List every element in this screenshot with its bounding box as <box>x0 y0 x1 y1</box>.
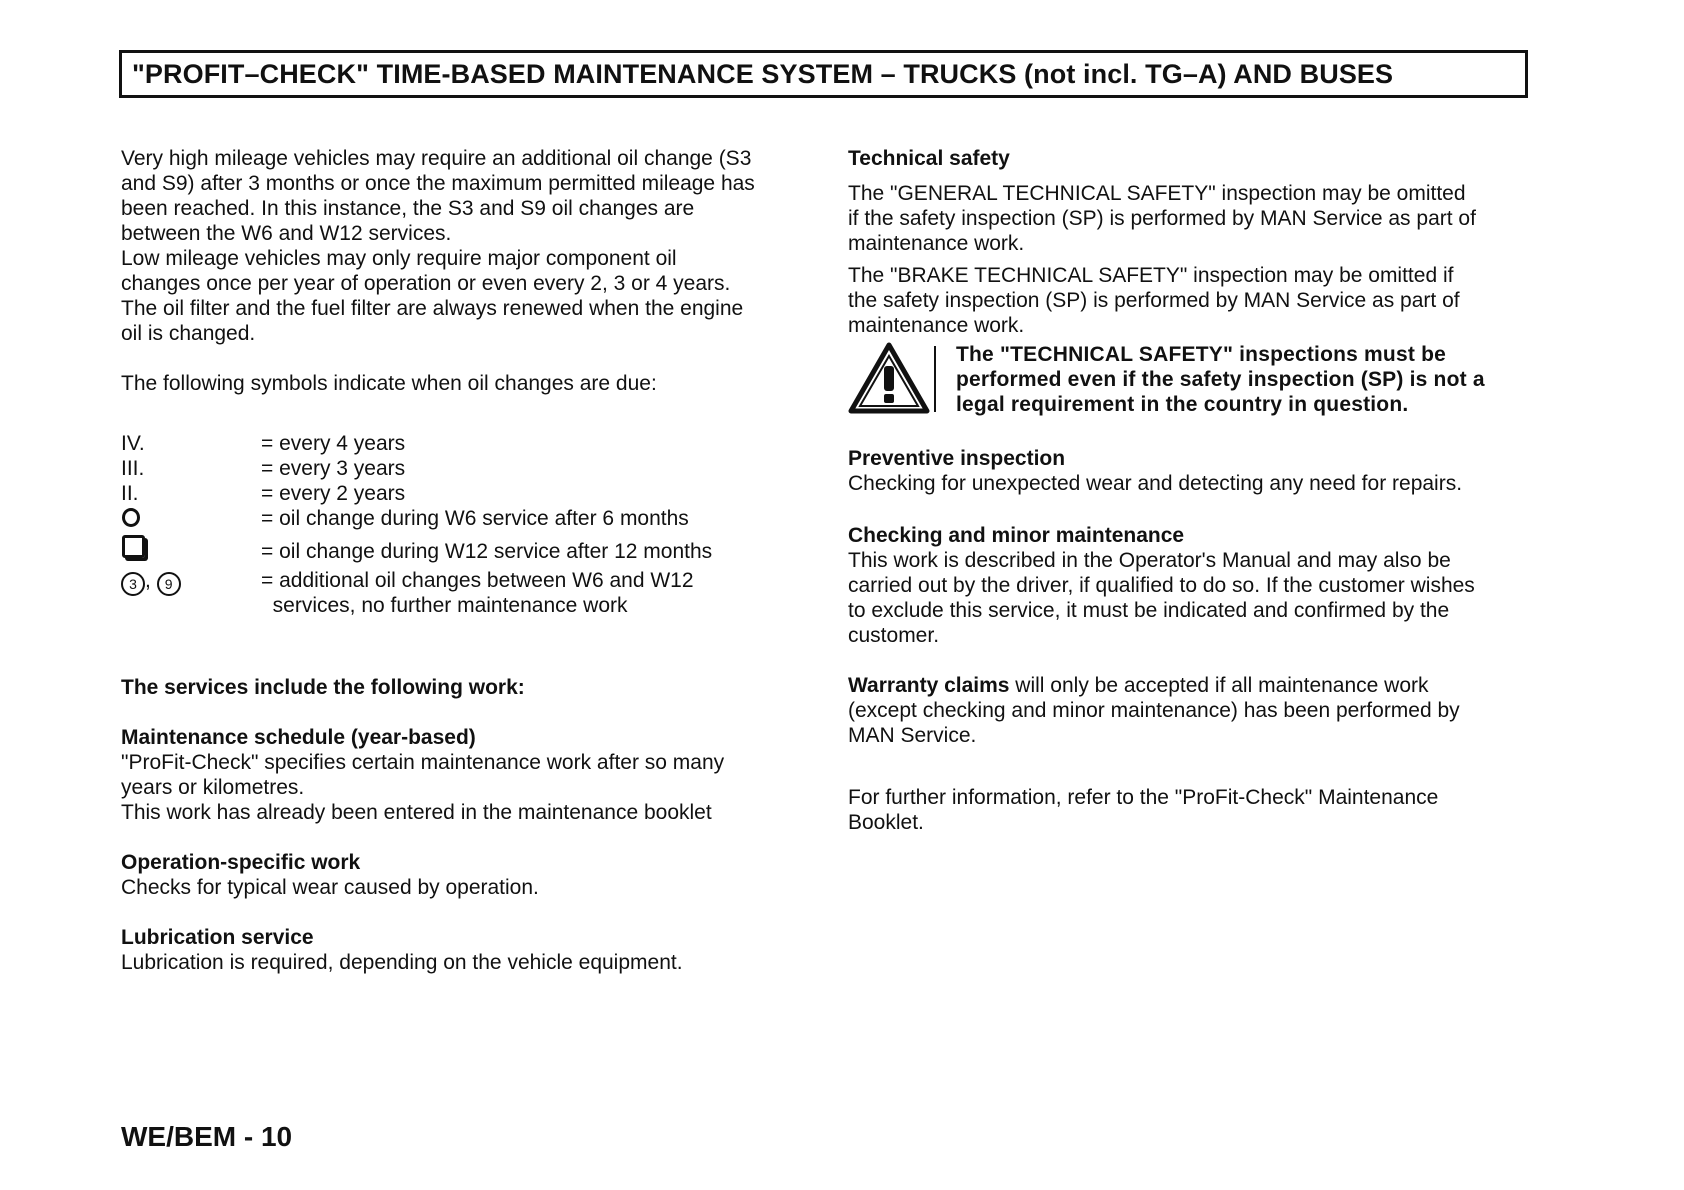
operation-text: Checks for typical wear caused by operation. <box>121 876 539 899</box>
operation-heading: Operation-specific work <box>121 851 361 874</box>
text-line: to exclude this service, it must be indicated and confirmed by the <box>848 599 1450 622</box>
page-title-text: "PROFIT–CHECK" TIME-BASED MAINTENANCE SYSTEM – TRUCKS (not incl. TG–A) AND BUSES <box>132 58 1394 89</box>
page-title <box>119 50 1528 98</box>
text-line: Low mileage vehicles may only require major component oil <box>121 247 677 270</box>
text-line: the safety inspection (SP) is performed by MAN Service as part of <box>848 289 1460 312</box>
text-line: Very high mileage vehicles may require an additional oil change (S3 <box>121 147 752 170</box>
symbol-row <box>121 531 821 564</box>
text-line: services, no further maintenance work <box>261 594 628 617</box>
warranty-paragraph <box>848 673 1538 748</box>
text-line: "ProFit-Check" specifies certain maintenance work after so many <box>121 751 725 774</box>
symbol-key: II. <box>121 482 139 505</box>
text-line: This work is described in the Operator's Manual and may also be <box>848 549 1451 572</box>
symbol-value: = every 4 years <box>261 432 406 455</box>
services-heading: The services include the following work: <box>121 676 525 699</box>
symbol-value: = oil change during W6 service after 6 months <box>261 507 689 530</box>
warning-divider <box>934 346 936 412</box>
text-line: = additional oil changes between W6 and W12 <box>261 569 694 592</box>
text-line: changes once per year of operation or even every 2, 3 or 4 years. <box>121 272 731 295</box>
text-line: between the W6 and W12 services. <box>121 222 452 245</box>
checking-heading: Checking and minor maintenance <box>848 524 1185 547</box>
symbol-key <box>121 535 261 564</box>
checking-paragraph <box>848 548 1538 648</box>
right-column <box>848 146 1538 835</box>
warning-note <box>848 342 1538 420</box>
symbols-legend <box>121 431 821 618</box>
lubrication-heading: Lubrication service <box>121 926 314 949</box>
left-column <box>121 146 821 975</box>
circled-number-icon: 9 <box>157 572 181 596</box>
text-line: if the safety inspection (SP) is performed by MAN Service as part of <box>848 207 1476 230</box>
brake-safety-paragraph <box>848 263 1538 338</box>
text-line: The "TECHNICAL SAFETY" inspections must be <box>956 343 1446 366</box>
text-line: performed even if the safety inspection (SP) is not a <box>956 368 1485 391</box>
text-line: maintenance work. <box>848 314 1025 337</box>
symbol-value: = every 2 years <box>261 482 406 505</box>
text-line: maintenance work. <box>848 232 1025 255</box>
further-info-paragraph <box>848 785 1538 835</box>
preventive-heading: Preventive inspection <box>848 447 1066 470</box>
text-line: The "GENERAL TECHNICAL SAFETY" inspection may be omitted <box>848 182 1466 205</box>
preventive-text: Checking for unexpected wear and detecting any need for repairs. <box>848 472 1463 495</box>
text-line: The "BRAKE TECHNICAL SAFETY" inspection may be omitted if <box>848 264 1454 287</box>
text-line: This work has already been entered in the maintenance booklet <box>121 801 712 824</box>
text-line: customer. <box>848 624 940 647</box>
symbol-row <box>121 481 821 506</box>
maintenance-paragraph <box>121 750 821 825</box>
symbol-value <box>261 568 821 618</box>
text-line: MAN Service. <box>848 724 977 747</box>
symbols-intro: The following symbols indicate when oil changes are due: <box>121 372 657 395</box>
symbol-value: = every 3 years <box>261 457 406 480</box>
text-line: been reached. In this instance, the S3 and S9 oil changes are <box>121 197 695 220</box>
symbol-key <box>121 568 261 618</box>
text-line: legal requirement in the country in question. <box>956 393 1409 416</box>
symbol-key: III. <box>121 457 145 480</box>
circled-number-icon: 3 <box>121 572 145 596</box>
text-line: For further information, refer to the "ProFit-Check" Maintenance <box>848 786 1439 809</box>
symbol-key: IV. <box>121 432 145 455</box>
intro-paragraph <box>121 146 821 346</box>
symbol-key <box>121 506 261 531</box>
general-safety-paragraph <box>848 181 1538 256</box>
text-line: oil is changed. <box>121 322 256 345</box>
text-line: and S9) after 3 months or once the maximum permitted mileage has <box>121 172 755 195</box>
text-line: Booklet. <box>848 811 924 834</box>
symbol-row <box>121 506 821 531</box>
warning-triangle-icon <box>848 342 932 420</box>
square-symbol-icon <box>122 535 145 558</box>
page-footer: WE/BEM - 10 <box>121 1121 293 1152</box>
symbol-row <box>121 431 821 456</box>
lubrication-text: Lubrication is required, depending on the vehicle equipment. <box>121 951 683 974</box>
symbol-row <box>121 456 821 481</box>
technical-safety-heading: Technical safety <box>848 147 1010 170</box>
warranty-bold: Warranty claims <box>848 674 1010 697</box>
symbol-separator: , <box>145 569 157 592</box>
symbol-value: = oil change during W12 service after 12 months <box>261 540 713 563</box>
text-line: years or kilometres. <box>121 776 305 799</box>
circle-symbol-icon <box>122 508 140 527</box>
text-line: carried out by the driver, if qualified to do so. If the customer wishes <box>848 574 1475 597</box>
warranty-text: will only be accepted if all maintenance work <box>1009 674 1429 697</box>
maintenance-heading: Maintenance schedule (year-based) <box>121 726 476 749</box>
warning-text <box>956 342 1485 417</box>
symbol-row <box>121 568 821 618</box>
text-line: The oil filter and the fuel filter are always renewed when the engine <box>121 297 744 320</box>
text-line: (except checking and minor maintenance) has been performed by <box>848 699 1460 722</box>
text-line <box>848 673 1538 698</box>
